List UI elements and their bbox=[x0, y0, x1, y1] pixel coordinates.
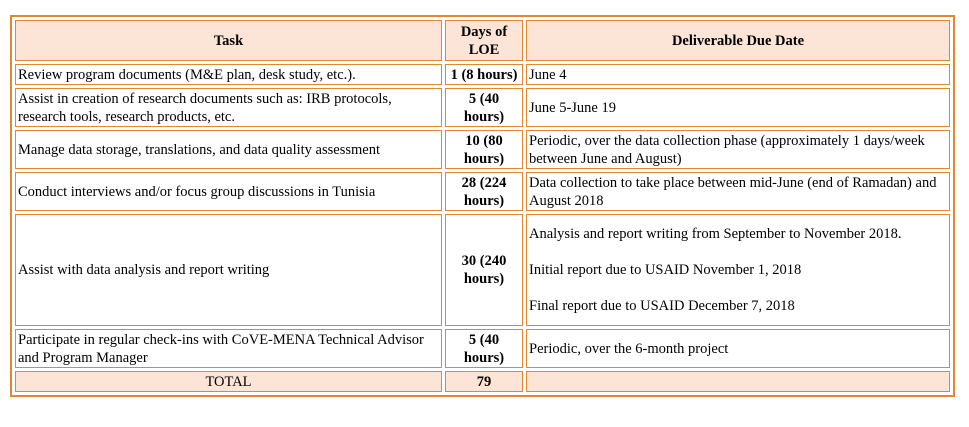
task-cell: Manage data storage, translations, and data quality assessment bbox=[15, 130, 442, 169]
task-cell: Assist in creation of research documents such as: IRB protocols, research tools, research products, etc. bbox=[15, 88, 442, 127]
due-cell bbox=[526, 130, 950, 169]
due-text: Data collection to take place between mid-June (end of Ramadan) and August 2018 bbox=[529, 174, 937, 209]
due-cell bbox=[526, 172, 950, 211]
days-cell: 5 (40 hours) bbox=[445, 88, 523, 127]
due-cell bbox=[526, 64, 950, 85]
due-cell bbox=[526, 214, 950, 326]
table-row bbox=[15, 64, 950, 85]
loe-table bbox=[10, 15, 955, 397]
table-row bbox=[15, 329, 950, 368]
total-row bbox=[15, 371, 950, 392]
table-row bbox=[15, 130, 950, 169]
header-days: Days of LOE bbox=[445, 20, 523, 61]
total-days: 79 bbox=[445, 371, 523, 392]
task-cell: Conduct interviews and/or focus group discussions in Tunisia bbox=[15, 172, 442, 211]
due-text: Periodic, over the data collection phase (approximately 1 days/week between June and August) bbox=[529, 132, 925, 167]
days-cell: 10 (80 hours) bbox=[445, 130, 523, 169]
table-row bbox=[15, 214, 950, 326]
total-due-cell bbox=[526, 371, 950, 392]
spacer bbox=[529, 243, 947, 261]
due-text: Periodic, over the 6-month project bbox=[529, 340, 729, 357]
task-cell: Participate in regular check-ins with CoVE-MENA Technical Advisor and Program Manager bbox=[15, 329, 442, 368]
due-text: Analysis and report writing from September to November 2018. bbox=[529, 226, 902, 242]
table-row bbox=[15, 88, 950, 127]
days-cell: 28 (224 hours) bbox=[445, 172, 523, 211]
task-cell: Review program documents (M&E plan, desk study, etc.). bbox=[15, 64, 442, 85]
spacer bbox=[529, 279, 947, 297]
due-cell bbox=[526, 88, 950, 127]
table-row bbox=[15, 172, 950, 211]
due-cell bbox=[526, 329, 950, 368]
header-due-date: Deliverable Due Date bbox=[526, 20, 950, 61]
header-task: Task bbox=[15, 20, 442, 61]
total-label: TOTAL bbox=[15, 371, 442, 392]
due-text: June 4 bbox=[529, 66, 567, 83]
due-text: June 5-June 19 bbox=[529, 99, 616, 116]
due-text: Initial report due to USAID November 1, 2018 bbox=[529, 262, 802, 278]
task-cell: Assist with data analysis and report writing bbox=[15, 214, 442, 326]
days-cell: 30 (240 hours) bbox=[445, 214, 523, 326]
days-cell: 5 (40 hours) bbox=[445, 329, 523, 368]
due-text: Final report due to USAID December 7, 2018 bbox=[529, 298, 795, 314]
days-cell: 1 (8 hours) bbox=[445, 64, 523, 85]
header-row bbox=[15, 20, 950, 61]
